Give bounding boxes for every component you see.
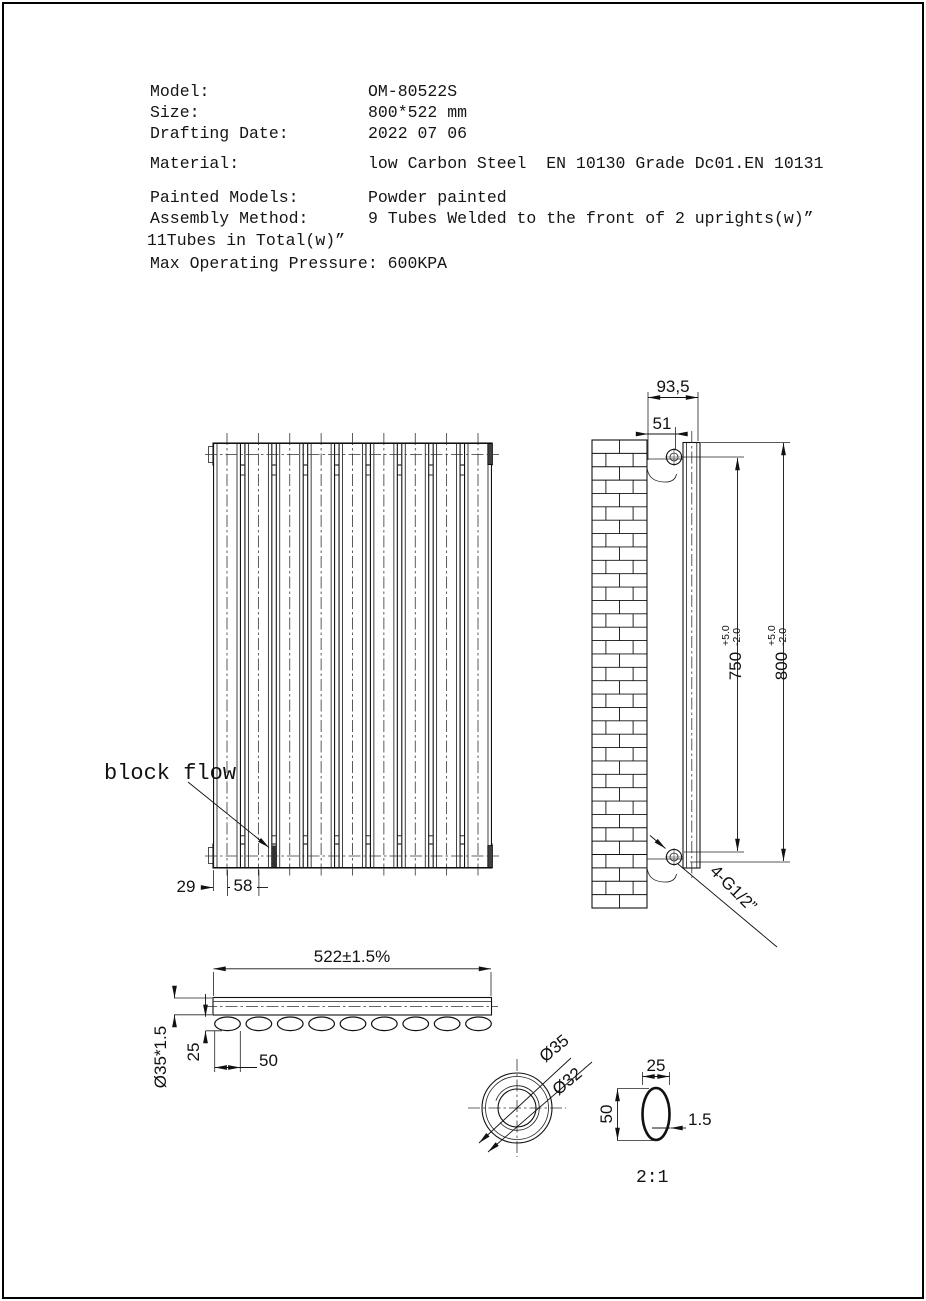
detail-scale-label: 2:1: [636, 1168, 669, 1188]
dim-29: 29: [176, 877, 196, 896]
dim-750: [720, 625, 745, 680]
svg-text:+5.0: +5.0: [720, 625, 732, 646]
spec-label: Assembly Method:: [150, 209, 309, 228]
spec-value: 9 Tubes Welded to the front of 2 uprights(w)”: [368, 209, 814, 228]
block-flow-label: block flow: [104, 761, 237, 786]
dim-58: 58: [233, 876, 253, 895]
svg-text:750: 750: [726, 651, 745, 681]
spec-label: Material:: [150, 154, 240, 173]
dim-dia-32: [549, 1064, 586, 1099]
spec-row-tubes-total: 11Tubes in Total(w)”: [147, 231, 346, 250]
dim-dia-35: [536, 1031, 573, 1066]
spec-label: Painted Models:: [150, 188, 299, 207]
left-end-cap-bottom: [209, 848, 214, 864]
detail-oval-section: [597, 1056, 712, 1188]
dim-800: [766, 625, 791, 680]
svg-text:Ø32: Ø32: [548, 1063, 586, 1099]
svg-text:800: 800: [772, 651, 791, 681]
svg-text:50: 50: [597, 1104, 616, 1124]
svg-text:+5.0: +5.0: [766, 625, 778, 646]
spec-value: Powder painted: [368, 188, 507, 207]
tube-cross-section: [372, 1017, 398, 1031]
dim-50-width: 50: [259, 1051, 278, 1070]
thread-leader-arrow: [650, 836, 666, 849]
right-end-cap-bottom: [488, 846, 493, 868]
front-view: [104, 433, 499, 896]
dim-25-depth: [184, 1043, 203, 1062]
thread-label: [706, 861, 760, 915]
tube-cross-section: [277, 1017, 303, 1031]
svg-text:4-G1/2”: 4-G1/2”: [706, 861, 761, 916]
spec-label: Model:: [150, 82, 210, 101]
dim-oval-25: 25: [646, 1056, 666, 1075]
dim-header-tube: [151, 1026, 170, 1088]
wall-bracket-top: [647, 448, 683, 482]
wall-bracket-bottom: [647, 848, 683, 882]
tube-cross-section: [246, 1017, 272, 1031]
block-flow-plug: [271, 846, 277, 868]
svg-text:Ø35*1.5: Ø35*1.5: [151, 1025, 170, 1089]
side-view: [592, 377, 791, 947]
spec-row-pressure: Max Operating Pressure: 600KPA: [150, 254, 448, 273]
top-view: [151, 947, 498, 1088]
spec-value: 800*522 mm: [368, 103, 468, 122]
tube-cross-section: [434, 1017, 460, 1031]
spec-label: Drafting Date:: [150, 124, 289, 143]
tube-cross-section: [340, 1017, 366, 1031]
svg-text:-2.0: -2.0: [731, 627, 743, 646]
detail-round-section: [468, 1031, 592, 1157]
dim-93-5: 93,5: [656, 377, 690, 396]
dim-51: 51: [652, 414, 672, 433]
wall-bricks: [592, 440, 647, 908]
tube-cross-section: [215, 1017, 241, 1031]
tube-cross-section: [309, 1017, 335, 1031]
dim-oval-50: [597, 1105, 616, 1124]
spec-value: OM-80522S: [368, 82, 458, 101]
tube-cross-section: [466, 1017, 492, 1031]
dim-wall-1-5: 1.5: [688, 1110, 712, 1129]
svg-text:Ø35: Ø35: [535, 1030, 573, 1066]
radiator-tubes: [213, 433, 492, 878]
svg-text:-2.0: -2.0: [777, 627, 789, 646]
tube-cross-section: [403, 1017, 429, 1031]
spec-value: 2022 07 06: [368, 124, 468, 143]
spec-value: low Carbon Steel EN 10130 Grade Dc01.EN 10131: [368, 154, 824, 173]
wall: [592, 440, 647, 908]
svg-text:25: 25: [184, 1042, 203, 1062]
spec-label: Size:: [150, 103, 200, 122]
tube-sections-row: [215, 1017, 492, 1031]
dim-522: 522±1.5%: [313, 947, 391, 966]
